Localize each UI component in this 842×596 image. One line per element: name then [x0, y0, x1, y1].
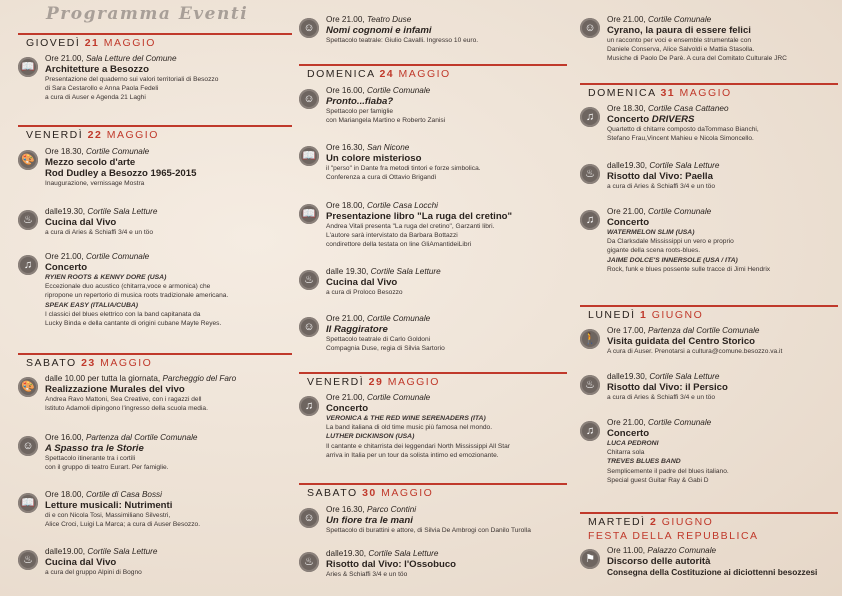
event-item: ☺ Ore 21.00, Cortile Comunale Il Raggiratore Spettacolo teatrale di Carlo Goldoni Compagnia Duse, regia di Silvia Sartorio [299, 314, 567, 353]
day-header: GIOVEDÌ 21 MAGGIO [18, 33, 292, 49]
event-item: ♫ Ore 21.00, Cortile Comunale Concerto LUCA PEDRONI Chitarra sola TREVES BLUES BAND Semplicemente il padre del blues italiano. Special guest Guitar Ray & Gabi D [580, 418, 838, 485]
flag-icon: ⚑ [580, 549, 600, 569]
event-item: ♫ Ore 21.00, Cortile Comunale Concerto RYIEN ROOTS & KENNY DORE (USA) Eccezionale duo acustico (chitarra,voce e armonica) che ripropone un repertorio di musica roots tradizionale americana. SPEAK EASY (ITALIA/CUBA) I classici del blues elettrico con la band capitanata da Lucky Binda e della cantante di origini cubane Mayte Reyes. [18, 252, 292, 328]
event-item: 📖 Ore 18.00, Cortile Casa Locchi Presentazione libro "La ruga del cretino" Andrea Vitali presenta "La ruga del cretino", Garzanti libri. L'autore sarà intervistato da Barbara Bottazzi condirettore della testata on line GliAmantideiLibri [299, 201, 567, 250]
event-item: ♨ dalle19.30, Cortile Sala Letture Risotto dal Vivo: Paella a cura di Aries & Schiaffi 3/4 e un töo [580, 161, 838, 191]
walk-icon: 🚶 [580, 329, 600, 349]
event-item: ☺ Ore 16.00, Cortile Comunale Pronto...fiaba? Spettacolo per famiglie con Mariangela Martino e Roberto Zanisi [299, 86, 567, 125]
day-header: MARTEDÌ 2 GIUGNO FESTA DELLA REPUBBLICA [580, 512, 838, 542]
book-icon: 📖 [299, 204, 319, 224]
book-icon: 📖 [299, 146, 319, 166]
masks-icon: ☺ [299, 317, 319, 337]
day-header: SABATO 30 MAGGIO [299, 483, 567, 499]
day-header: SABATO 23 MAGGIO [18, 353, 292, 369]
event-item: 🚶 Ore 17.00, Partenza dal Cortile Comunale Visita guidata del Centro Storico A cura di Auser. Prenotarsi a cultura@comune.besozzo.va.it [580, 326, 838, 356]
event-item: ♫ Ore 21.00, Cortile Comunale Concerto VERONICA & THE RED WINE SERENADERS (ITA) La band italiana di old time music più famosa nel mondo. LUTHER DICKINSON (USA) Il cantante e chitarrista dei leggendari North Mississippi All Star arriva in Italia per un tour da solista intimo ed emozionante. [299, 393, 567, 460]
chef-hat-icon: ♨ [299, 270, 319, 290]
event-item: ♨ dalle19.30, Cortile Sala Letture Risotto dal Vivo: l'Ossobuco Aries & Schiaffi 3/4 e un töo [299, 549, 567, 579]
chef-hat-icon: ♨ [580, 375, 600, 395]
day-header: DOMENICA 24 MAGGIO [299, 64, 567, 80]
event-item: ⚑ Ore 11.00, Palazzo Comunale Discorso delle autorità Consegna della Costituzione ai diciottenni besozzesi [580, 546, 838, 578]
palette-icon: 🎨 [18, 150, 38, 170]
chef-hat-icon: ♨ [18, 210, 38, 230]
masks-icon: ☺ [580, 18, 600, 38]
chef-hat-icon: ♨ [18, 550, 38, 570]
event-item: 🎨 dalle 10.00 per tutta la giornata, Parcheggio del Faro Realizzazione Murales del vivo Andrea Ravo Mattoni, Sea Creative, con i ragazzi dell Istituto Adamoli dipingono l'ingresso della scuola media. [18, 374, 292, 413]
day-header: LUNEDÌ 1 GIUGNO [580, 305, 838, 321]
event-item: 🎨 Ore 18.30, Cortile Comunale Mezzo secolo d'arte Rod Dudley a Besozzo 1965-2015 Inaugurazione, vernissage Mostra [18, 147, 292, 188]
event-item: ♨ dalle 19.30, Cortile Sala Letture Cucina dal Vivo a cura di Proloco Besozzo [299, 267, 567, 297]
event-item: ☺ Ore 16.00, Partenza dal Cortile Comunale A Spasso tra le Storie Spettacolo itinerante tra i cortili con il gruppo di teatro Eurart. Per famiglie. [18, 433, 292, 472]
guitar-icon: ♫ [18, 255, 38, 275]
masks-icon: ☺ [299, 89, 319, 109]
book-icon: 📖 [18, 57, 38, 77]
guitar-icon: ♫ [580, 210, 600, 230]
book-icon: 📖 [18, 493, 38, 513]
day-header: DOMENICA 31 MAGGIO [580, 83, 838, 99]
guitar-icon: ♫ [580, 107, 600, 127]
event-item: ☺ Ore 21.00, Teatro Duse Nomi cognomi e infami Spettacolo teatrale: Giulio Cavalli. Ingresso 10 euro. [299, 15, 567, 45]
event-item: ♫ Ore 21.00, Cortile Comunale Concerto WATERMELON SLIM (USA) Da Clarksdale Mississippi un vero e proprio gigante della scena roots-blues. JAIME DOLCE'S INNERSOLE (USA / ITA) Rock, funk e blues possente sulle tracce di Jimi Hendrix [580, 207, 838, 274]
chef-hat-icon: ♨ [299, 552, 319, 572]
event-item: 📖 Ore 18.00, Cortile di Casa Bossi Letture musicali: Nutrimenti di e con Nicola Tosi, Massimiliano Silvestri, Alice Croci, Luigi La Marca; a cura di Auser Besozzo. [18, 490, 292, 529]
day-header: VENERDÌ 22 MAGGIO [18, 125, 292, 141]
masks-icon: ☺ [18, 436, 38, 456]
guitar-icon: ♫ [580, 421, 600, 441]
event-item: ♨ dalle19.30, Cortile Sala Letture Risotto dal Vivo: il Persico a cura di Aries & Schiaffi 3/4 e un töo [580, 372, 838, 402]
event-item: ☺ Ore 16.30, Parco Contini Un fiore tra le mani Spettacolo di burattini e attore, di Silvia De Ambrogi con Danilo Turolla [299, 505, 567, 535]
page-title: Programma Eventi [46, 4, 249, 24]
palette-icon: 🎨 [18, 377, 38, 397]
event-item: ♨ dalle19.30, Cortile Sala Letture Cucina dal Vivo a cura di Aries & Schiaffi 3/4 e un töo [18, 207, 292, 237]
day-header: VENERDÌ 29 MAGGIO [299, 372, 567, 388]
guitar-icon: ♫ [299, 396, 319, 416]
event-item: ☺ Ore 21.00, Cortile Comunale Cyrano, la paura di essere felici un racconto per voci e ensemble strumentale con Daniele Conserva, Alice Salvoldi e Mattia Stasolla. Musiche di Paolo De Parè. A cura del Comitato Culturale JRC [580, 15, 838, 64]
event-item: 📖 Ore 21.00, Sala Letture del Comune Architetture a Besozzo Presentazione del quaderno sui valori territoriali di Besozzo di Sara Cestarollo e Anna Paola Fedeli a cura di Auser e Agenda 21 Laghi [18, 54, 292, 103]
chef-hat-icon: ♨ [580, 164, 600, 184]
event-item: 📖 Ore 16.30, San Nicone Un colore misterioso il "perso" in Dante fra metodi tintori e forze simbolica. Conferenza a cura di Ottavio Brigandì [299, 143, 567, 182]
event-item: ♨ dalle19.00, Cortile Sala Letture Cucina dal Vivo a cura del gruppo Alpini di Bogno [18, 547, 292, 577]
event-item: ♫ Ore 18.30, Cortile Casa Cattaneo Concerto DRIVERS Quartetto di chitarre composto daTommaso Bianchi, Stefano Frau,Vincent Mahieu e Nicola Simoncello. [580, 104, 838, 143]
masks-icon: ☺ [299, 508, 319, 528]
masks-icon: ☺ [299, 18, 319, 38]
